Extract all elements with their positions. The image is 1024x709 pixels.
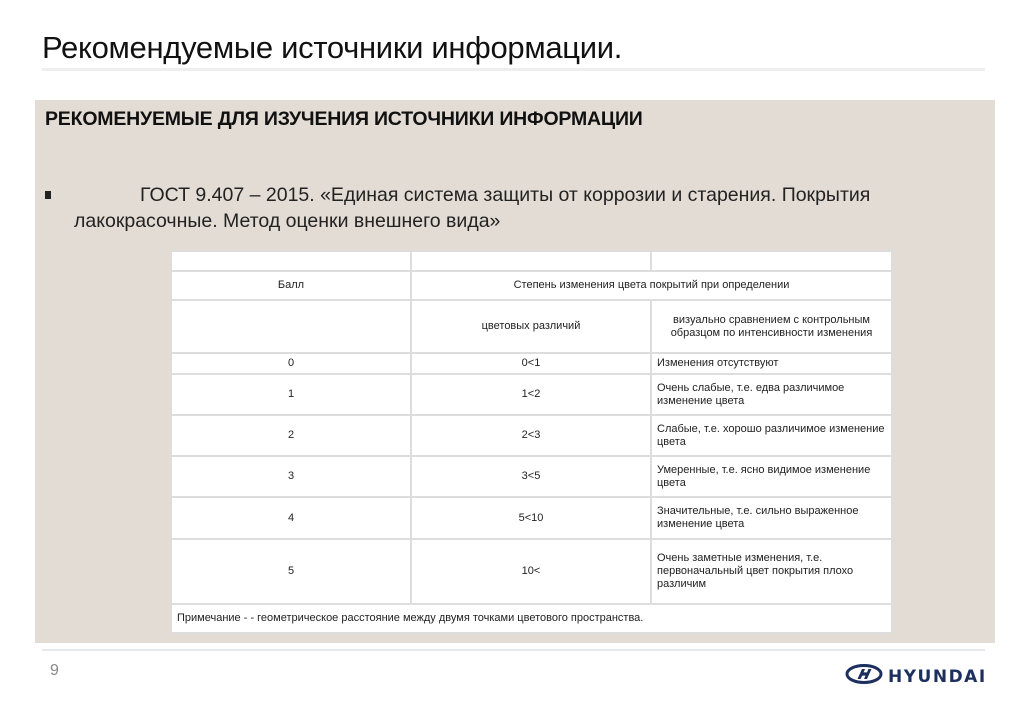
cell-diff: 0<1: [411, 353, 651, 374]
table-row: [171, 353, 892, 374]
bullet-item: [45, 182, 975, 234]
table-cell: [651, 251, 892, 271]
cell-diff: 1<2: [411, 374, 651, 415]
table-note: Примечание - - геометрическое расстояние между двумя точками цветового пространства.: [171, 604, 892, 633]
cell-desc: Очень слабые, т.е. едва различимое изменение цвета: [651, 374, 892, 415]
page-number: 9: [50, 662, 59, 679]
table-cell: [171, 251, 411, 271]
table-row: [171, 497, 892, 539]
table-note-row: [171, 604, 892, 633]
table-cell: [411, 251, 651, 271]
table-row: [171, 374, 892, 415]
cell-score: 5: [171, 539, 411, 604]
cell-desc: Слабые, т.е. хорошо различимое изменение цвета: [651, 415, 892, 456]
title-divider: [42, 68, 985, 71]
content-panel: [35, 100, 995, 643]
footer-divider: [42, 649, 985, 651]
square-bullet-icon: [45, 191, 51, 199]
cell-desc: Очень заметные изменения, т.е. первоначальный цвет покрытия плохо различим: [651, 539, 892, 604]
cell-score: 1: [171, 374, 411, 415]
bullet-text: ГОСТ 9.407 – 2015. «Единая система защиты от коррозии и старения. Покрытия лакокрасочные. Метод оценки внешнего вида»: [74, 184, 871, 232]
hyundai-emblem-icon: [845, 664, 883, 689]
logo-wordmark: HYUNDAI: [888, 666, 987, 687]
cell-score: 4: [171, 497, 411, 539]
cell-diff: 5<10: [411, 497, 651, 539]
cell-diff: 10<: [411, 539, 651, 604]
cell-diff: 3<5: [411, 456, 651, 497]
table-row: [171, 415, 892, 456]
table-header-row: [171, 271, 892, 300]
header-group: Степень изменения цвета покрытий при определении: [411, 271, 892, 300]
cell-score: 2: [171, 415, 411, 456]
table-cell: [171, 300, 411, 353]
cell-desc: Умеренные, т.е. ясно видимое изменение цвета: [651, 456, 892, 497]
table-subheader-row: [171, 300, 892, 353]
table-row-empty: [171, 251, 892, 271]
cell-desc: Изменения отсутствуют: [651, 353, 892, 374]
slide-title: Рекомендуемые источники информации.: [42, 30, 623, 65]
subheader-visual: визуально сравнением с контрольным образцом по интенсивности изменения: [651, 300, 892, 353]
cell-desc: Значительные, т.е. сильно выраженное изменение цвета: [651, 497, 892, 539]
cell-score: 3: [171, 456, 411, 497]
panel-heading: РЕКОМЕНУЕМЫЕ ДЛЯ ИЗУЧЕНИЯ ИСТОЧНИКИ ИНФОРМАЦИИ: [45, 108, 643, 130]
header-score: Балл: [171, 271, 411, 300]
hyundai-logo: [845, 664, 987, 689]
subheader-color-diff: цветовых различий: [411, 300, 651, 353]
color-change-grade-table: [170, 250, 893, 634]
cell-score: 0: [171, 353, 411, 374]
table-row: [171, 456, 892, 497]
table-row: [171, 539, 892, 604]
cell-diff: 2<3: [411, 415, 651, 456]
